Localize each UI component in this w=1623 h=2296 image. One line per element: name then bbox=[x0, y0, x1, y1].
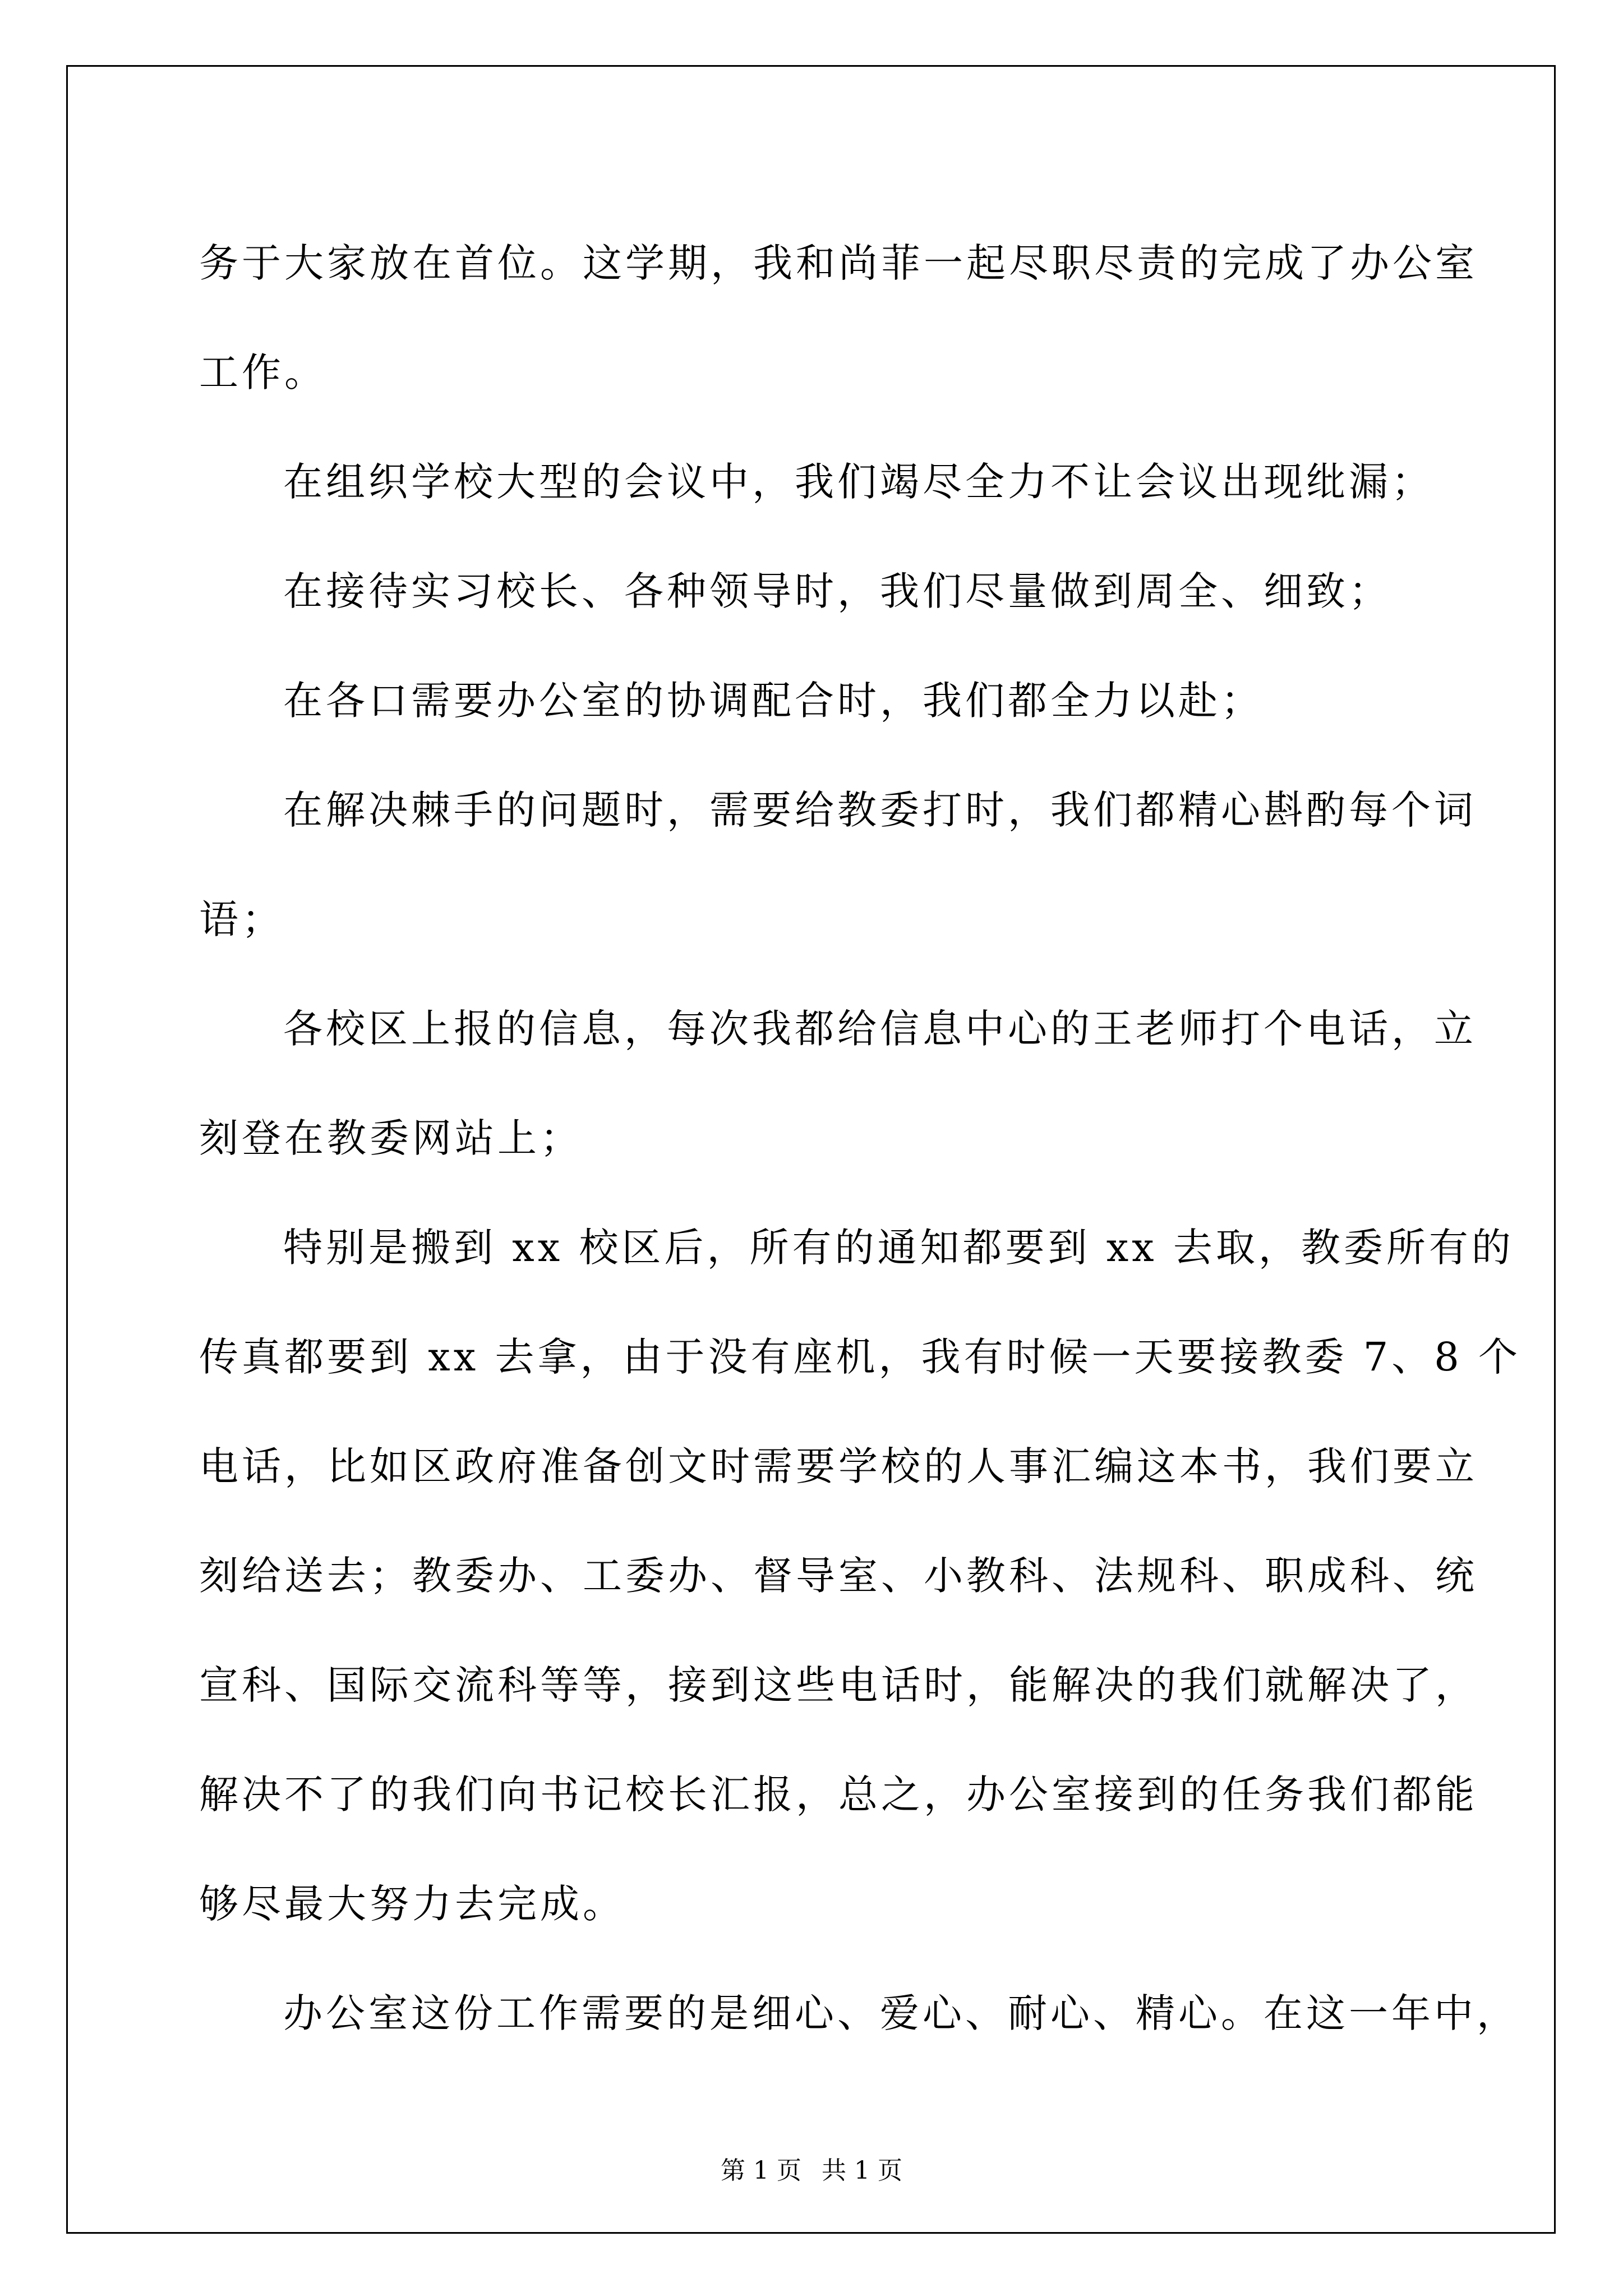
text-line: 在解决棘手的问题时，需要给教委打时，我们都精心斟酌每个词 bbox=[283, 787, 1477, 833]
page-number-total: 共 1 页 bbox=[822, 2156, 902, 2185]
page-number-current: 第 1 页 bbox=[721, 2156, 801, 2185]
text-line: 语； bbox=[199, 896, 284, 942]
page-footer bbox=[0, 2154, 1623, 2188]
text-line: 刻给送去；教委办、工委办、督导室、小教科、法规科、职成科、统 bbox=[199, 1553, 1478, 1599]
text-line: 特别是搬到 xx 校区后，所有的通知都要到 xx 去取，教委所有的 bbox=[283, 1225, 1514, 1271]
text-line: 在各口需要办公室的协调配合时，我们都全力以赴； bbox=[283, 678, 1264, 724]
text-line: 在接待实习校长、各种领导时，我们尽量做到周全、细致； bbox=[283, 568, 1391, 614]
text-line: 在组织学校大型的会议中，我们竭尽全力不让会议出现纰漏； bbox=[283, 459, 1434, 505]
text-line: 够尽最大努力去完成。 bbox=[199, 1881, 625, 1927]
text-line: 刻登在教委网站上； bbox=[199, 1115, 583, 1161]
text-line: 工作。 bbox=[199, 349, 327, 395]
text-line: 务于大家放在首位。这学期，我和尚菲一起尽职尽责的完成了办公室 bbox=[199, 240, 1478, 286]
document-body bbox=[199, 209, 1521, 2068]
text-line: 办公室这份工作需要的是细心、爱心、耐心、精心。在这一年中， bbox=[283, 1990, 1519, 2036]
text-line: 传真都要到 xx 去拿，由于没有座机，我有时候一天要接教委 7、8 个 bbox=[199, 1334, 1521, 1380]
text-line: 宣科、国际交流科等等，接到这些电话时，能解决的我们就解决了， bbox=[199, 1662, 1478, 1708]
text-line: 解决不了的我们向书记校长汇报，总之，办公室接到的任务我们都能 bbox=[199, 1772, 1478, 1818]
text-line: 各校区上报的信息，每次我都给信息中心的王老师打个电话，立 bbox=[283, 1006, 1477, 1052]
text-line: 电话，比如区政府准备创文时需要学校的人事汇编这本书，我们要立 bbox=[199, 1443, 1478, 1489]
